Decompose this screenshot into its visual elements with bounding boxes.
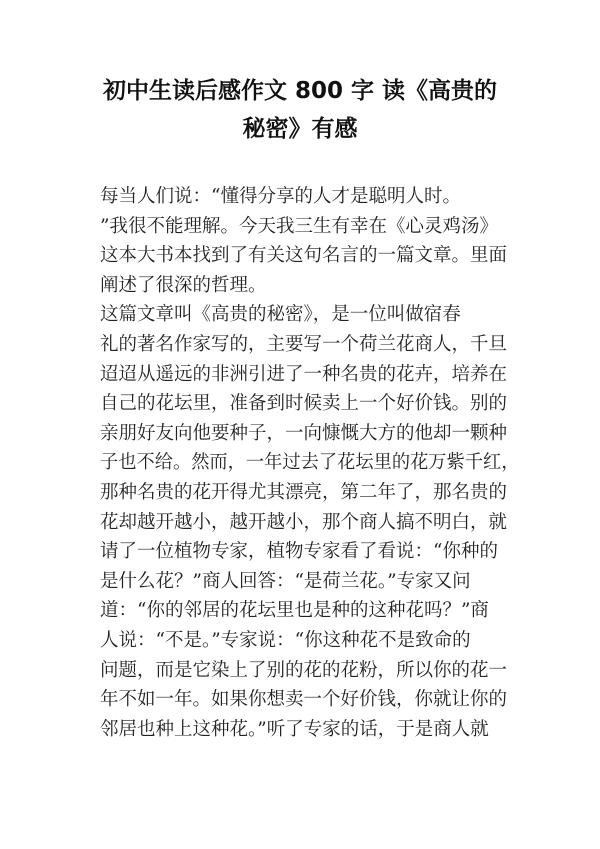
body-line: 问题，而是它染上了别的花的花粉，所以你的花一: [100, 659, 508, 681]
body-line: 道：“你的邻居的花坛里也是种的这种花吗？”商: [100, 600, 489, 622]
body-line: 迢迢从遥远的非洲引进了一种名贵的花卉，培养在: [100, 363, 508, 385]
body-line: 这篇文章叫《高贵的秘密》，是一位叫做宿春: [100, 304, 461, 326]
body-line: 每当人们说：“懂得分享的人才是聪明人时。: [100, 186, 461, 207]
title-line-2: 秘密》有感: [242, 116, 358, 142]
body-line: 年不如一年。如果你想卖一个好价钱，你就让你的: [100, 689, 508, 711]
body-line: 那种名贵的花开得尤其漂亮，第二年了，那名贵的: [100, 482, 508, 503]
body-line: 邻居也种上这种花。”听了专家的话，于是商人就: [100, 718, 489, 740]
body-line: 阐述了很深的哲理。: [100, 274, 267, 296]
body-line: 花却越开越小，越开越小，那个商人搞不明白，就: [100, 511, 508, 533]
title-line-1: 初中生读后感作文 800 字 读《高贵的: [102, 78, 498, 104]
body-line: 人说：“不是。”专家说：“你这种花不是致命的: [100, 630, 471, 651]
body-line: 礼的著名作家写的，主要写一个荷兰花商人，千旦: [100, 334, 508, 355]
document-title: [60, 72, 540, 148]
body-line: ”我很不能理解。今天我三生有幸在《心灵鸡汤》: [100, 215, 498, 237]
body-line: 这本大书本找到了有关这句名言的一篇文章。里面: [100, 245, 508, 267]
body-line: 自己的花坛里，准备到时候卖上一个好价钱。别的: [100, 393, 508, 415]
body-line: 子也不给。然而，一年过去了花坛里的花万紫千红，: [100, 452, 520, 474]
body-line: 是什么花？”商人回答：“是荷兰花。”专家又问: [100, 570, 471, 592]
body-line: 亲朋好友向他要种子，一向慷慨大方的他却一颗种: [100, 422, 508, 444]
body-line: 请了一位植物专家，植物专家看了看说：“你种的: [100, 541, 498, 563]
